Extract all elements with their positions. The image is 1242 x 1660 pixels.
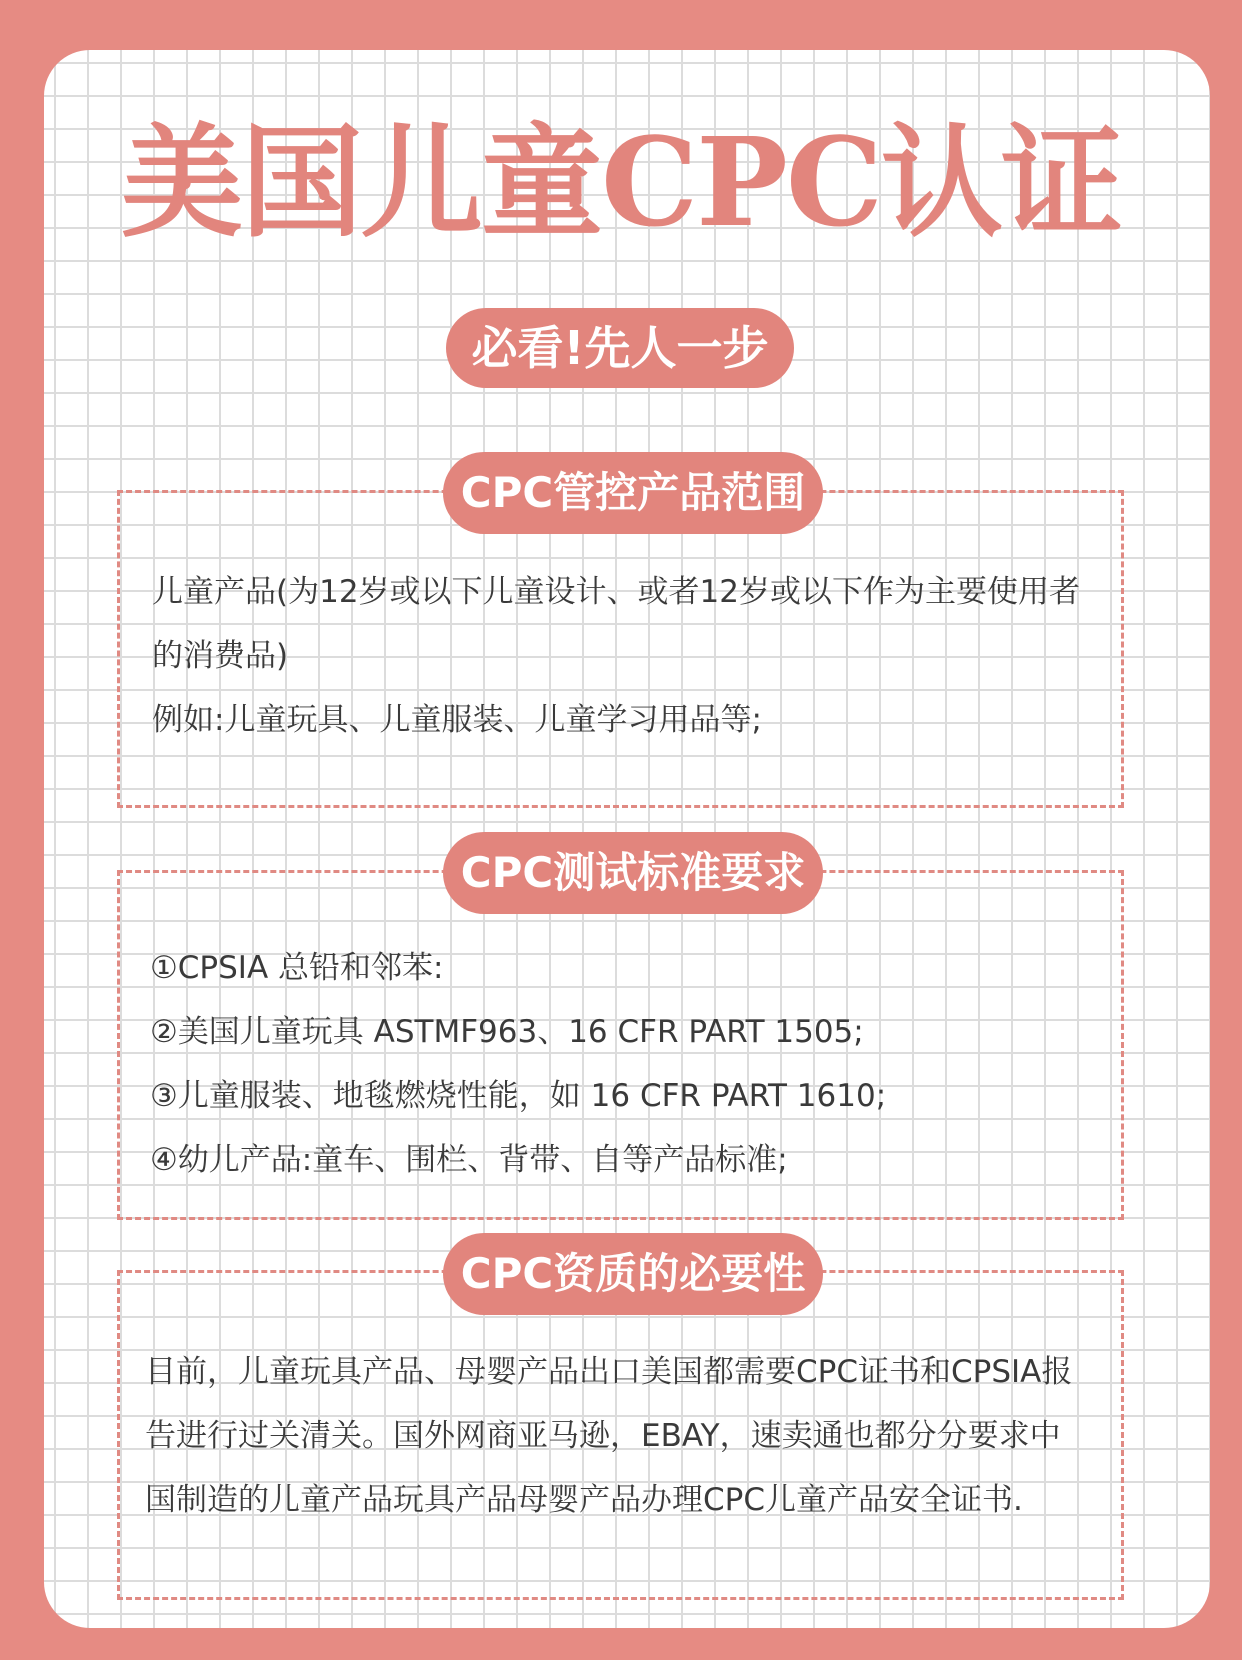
- section-body-standards: [150, 936, 886, 1192]
- text-line: 国制造的儿童产品玩具产品母婴产品办理CPC儿童产品安全证书.: [145, 1482, 1023, 1518]
- text-line: 儿童产品(为12岁或以下儿童设计、或者12岁或以下作为主要使用者: [152, 574, 1080, 610]
- text-line: 的消费品): [152, 638, 289, 674]
- list-item: ②美国儿童玩具 ASTMF963、16 CFR PART 1505;: [150, 1014, 864, 1050]
- text-line: 告进行过关清关。国外网商亚马逊，EBAY，速卖通也都分分要求中: [145, 1418, 1061, 1454]
- section-body-scope: [152, 560, 1080, 752]
- section-body-necessity: [145, 1340, 1072, 1532]
- list-item: ④幼儿产品:童车、围栏、背带、自等产品标准;: [150, 1142, 788, 1178]
- subtitle-badge: 必看!先人一步: [446, 308, 794, 388]
- text-line: 目前，儿童玩具产品、母婴产品出口美国都需要CPC证书和CPSIA报: [145, 1354, 1073, 1390]
- section-heading-scope: CPC管控产品范围: [443, 452, 823, 534]
- section-heading-standards: CPC测试标准要求: [443, 832, 823, 914]
- list-item: ①CPSIA 总铅和邻苯:: [150, 950, 444, 986]
- text-line: 例如:儿童玩具、儿童服装、儿童学习用品等;: [152, 702, 762, 738]
- section-heading-necessity: CPC资质的必要性: [443, 1233, 823, 1315]
- list-item: ③儿童服装、地毯燃烧性能，如 16 CFR PART 1610;: [150, 1078, 887, 1114]
- page-title: 美国儿童CPC认证: [121, 110, 1121, 254]
